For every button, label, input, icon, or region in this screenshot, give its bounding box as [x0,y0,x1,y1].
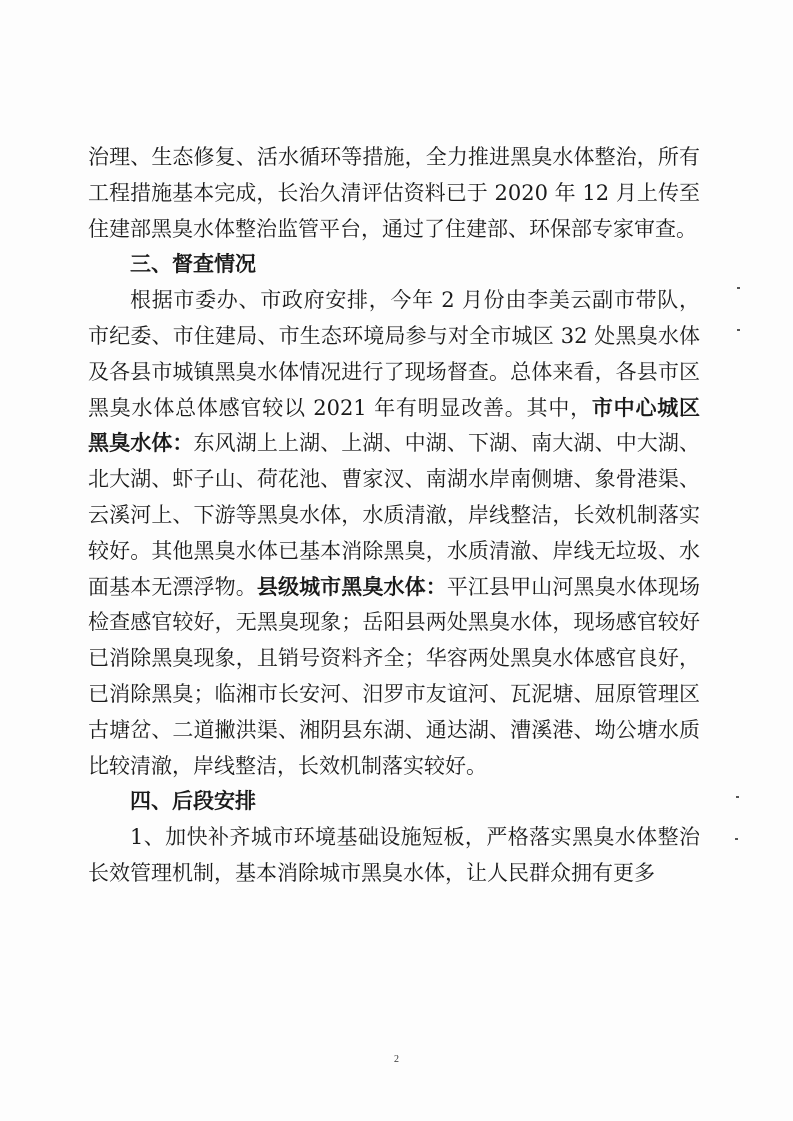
scan-speck [735,838,738,840]
bold-label-city-center: 市中心城区黑臭水体： [88,395,700,456]
paragraph-continued: 治理、生态修复、活水循环等措施，全力推进黑臭水体整治，所有工程措施基本完成，长治久清评估资料已于 2020 年 12 月上传至住建部黑臭水体整治监管平台，通过了住建部、环保部专家审查。 [88,145,700,241]
document-body [88,140,700,892]
paragraph-text: 平江县甲山河黑臭水体现场检查感官较好，无黑臭现象；岳阳县两处黑臭水体，现场感官较好已消除黑臭现象，且销号资料齐全；华容两处黑臭水体感官良好，已消除黑臭；临湘市长安河、汨罗市友谊河、瓦泥塘、屈原管理区古塘岔、二道撇洪渠、湘阴县东湖、通达湖、漕溪港、坳公塘水质比较清澈，岸线整洁，长效机制落实较好。 [88,574,701,778]
scan-speck [737,287,740,289]
paragraph-next-steps: 1、加快补齐城市环境基础设施短板，严格落实黑臭水体整治长效管理机制，基本消除城市黑臭水体，让人民群众拥有更多 [88,825,700,885]
scan-speck [736,796,739,798]
paragraph-text: 东风湖上上湖、上湖、中湖、下湖、南大湖、中大湖、北大湖、虾子山、荷花池、曹家汊、南湖水岸南侧塘、象骨港渠、云溪河上、下游等黑臭水体，水质清澈，岸线整洁，长效机制落实较好。其他黑臭水体已基本消除黑臭，水质清澈、岸线无垃圾、水面基本无漂浮物。 [88,431,701,599]
paragraph-text: 根据市委办、市政府安排，今年 2 月份由李美云副市带队，市纪委、市住建局、市生态环境局参与对全市城区 32 处黑臭水体及各县市城镇黑臭水体情况进行了现场督查。总体来看，各县市区黑臭水体总体感官较以 2021 年有明显改善。其中， [88,288,700,420]
section-heading-supervision: 三、督查情况 [130,252,256,277]
page-number: 2 [394,1054,399,1065]
section-heading-next-steps: 四、后段安排 [130,789,256,814]
paragraph-supervision [88,283,700,784]
scan-speck [737,329,740,331]
bold-label-county-level: 县级城市黑臭水体： [256,574,447,599]
